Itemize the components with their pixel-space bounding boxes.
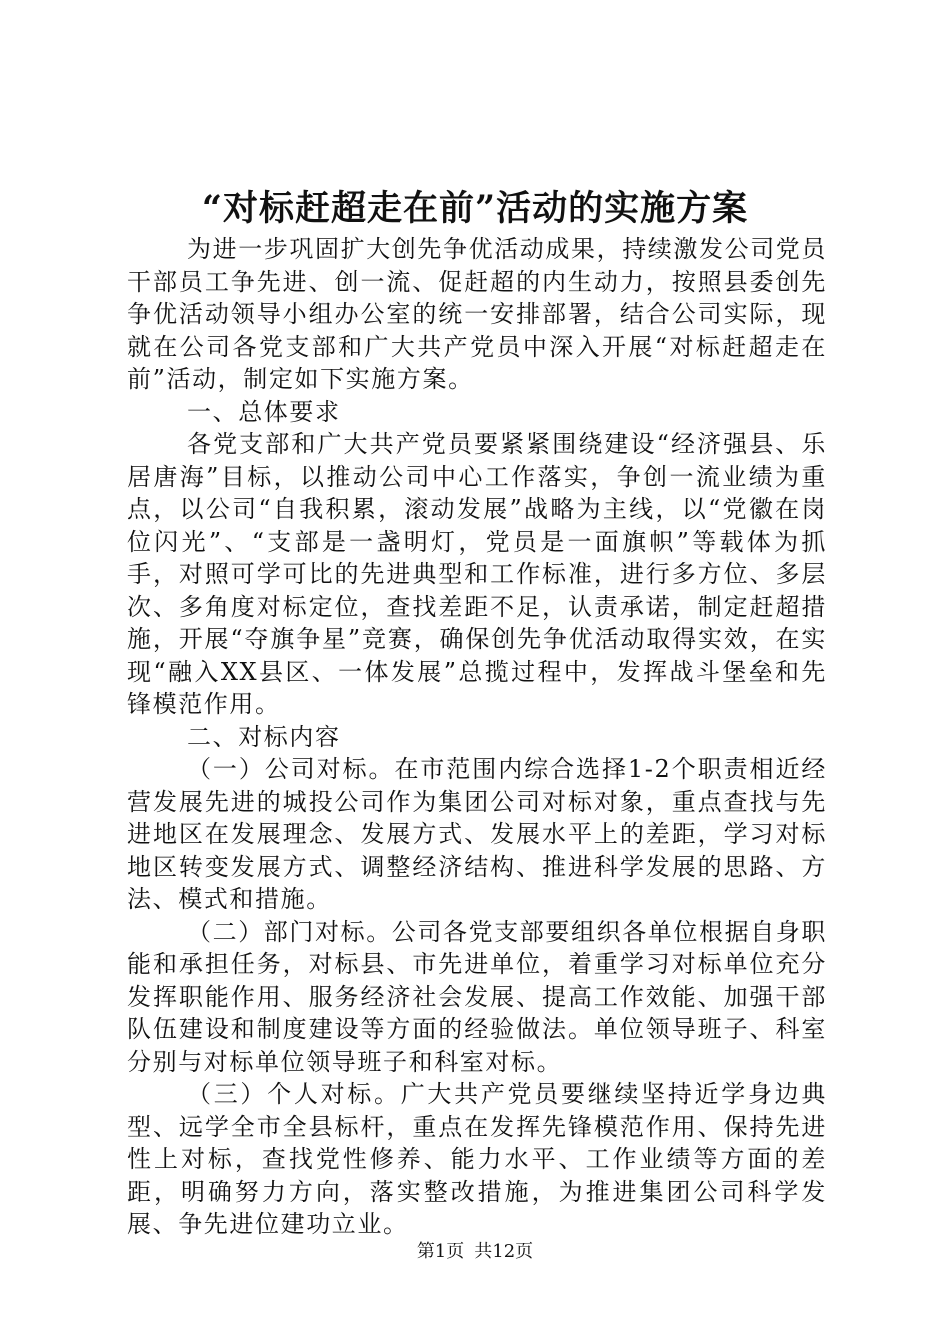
- company-benchmark-paragraph: （一）公司对标。在市范围内综合选择1-2个职责相近经营发展先进的城投公司作为集团公司对标对象，重点查找与先进地区在发展理念、发展方式、发展水平上的差距，学习对标地区转变发展方式、调整经济结构、推进科学发展的思路、方法、模式和措施。: [127, 755, 827, 913]
- section-heading-general-requirements: 一、总体要求: [187, 397, 341, 426]
- personal-benchmark-paragraph: （三）个人对标。广大共产党员要继续坚持近学身边典型、远学全市全县标杆，重点在发挥先锋模范作用、保持先进性上对标，查找党性修养、能力水平、工作业绩等方面的差距，明确努力方向，落实整改措施，为推进集团公司科学发展、争先进位建功立业。: [127, 1080, 827, 1238]
- page-total: 共12页: [474, 1241, 534, 1262]
- section-heading-benchmark-content: 二、对标内容: [187, 722, 341, 751]
- department-benchmark-paragraph: （二）部门对标。公司各党支部要组织各单位根据自身职能和承担任务，对标县、市先进单位，着重学习对标单位充分发挥职能作用、服务经济社会发展、提高工作效能、加强干部队伍建设和制度建设等方面的经验做法。单位领导班子、科室分别与对标单位领导班子和科室对标。: [127, 917, 827, 1076]
- intro-paragraph: 为进一步巩固扩大创先争优活动成果，持续激发公司党员干部员工争先进、创一流、促赶超的内生动力，按照县委创先争优活动领导小组办公室的统一安排部署，结合公司实际，现就在公司各党支部和广大共产党员中深入开展“对标赶超走在前”活动，制定如下实施方案。: [127, 235, 827, 393]
- document-body: [127, 233, 827, 1241]
- page-number: 第1页: [416, 1241, 465, 1262]
- document-title: “对标赶超走在前”活动的实施方案: [201, 188, 749, 229]
- general-requirements-paragraph: 各党支部和广大共产党员要紧紧围绕建设“经济强县、乐居唐海”目标，以推动公司中心工作落实，争创一流业绩为重点，以公司“自我积累，滚动发展”战略为主线，以“党徽在岗位闪光”、“支部是一盏明灯，党员是一面旗帜”等载体为抓手，对照可学可比的先进典型和工作标准，进行多方位、多层次、多角度对标定位，查找差距不足，认责承诺，制定赶超措施，开展“夺旗争星”竞赛，确保创先争优活动取得实效，在实现“融入XX县区、一体发展”总揽过程中，发挥战斗堡垒和先锋模范作用。: [127, 430, 827, 718]
- page-footer: [0, 1240, 950, 1264]
